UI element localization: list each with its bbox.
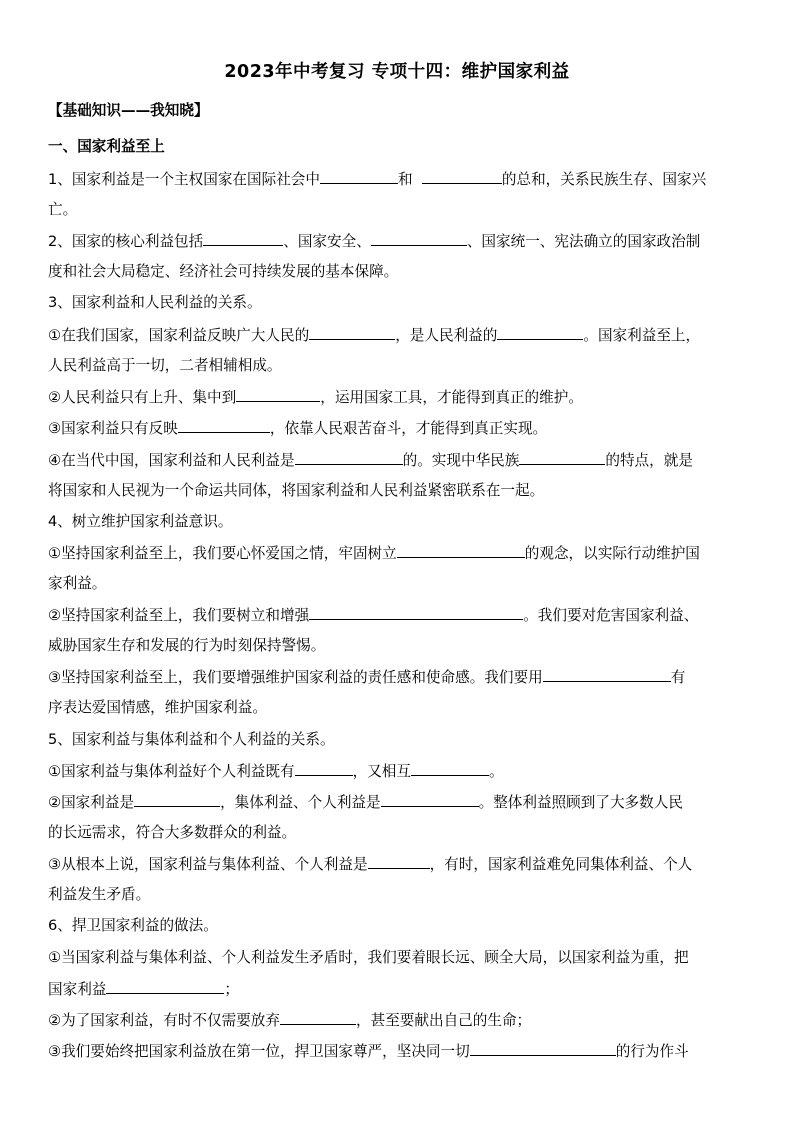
q4-stem: 4、树立维护国家利益意识。 [48, 513, 233, 530]
answer-blank [309, 324, 395, 340]
answer-blank [411, 760, 489, 776]
answer-blank [309, 604, 523, 620]
q4-item-2-line-1: ②坚持国家利益至上，我们要树立和增强 。我们要对危害国家利益、 [48, 604, 748, 627]
document-title: 2023年中考复习 专项十四：维护国家利益 [224, 62, 570, 82]
q6-item-1-line-2: 国家利益 ； [48, 978, 748, 1001]
answer-blank [543, 666, 671, 682]
answer-blank [371, 230, 467, 246]
q3-item-1-line-2: 人民利益高于一切，二者相辅相成。 [48, 357, 282, 374]
q2-line-1: 2、国家的核心利益包括 、国家安全、 、国家统一、宪法确立的国家政治制 [48, 230, 748, 253]
knowledge-heading: 【基础知识——我知晓】 [48, 102, 209, 119]
q1-line-1: 1、国家利益是一个主权国家在国际社会中 和 的总和，关系民族生存、国家兴 [48, 168, 748, 191]
answer-blank [519, 449, 605, 465]
answer-blank [368, 853, 430, 869]
q3-item-2: ②人民利益只有上升、集中到 ，运用国家工具，才能得到真正的维护。 [48, 386, 748, 409]
answer-blank [422, 168, 502, 184]
q4-item-3-line-2: 序表达爱国情感，维护国家利益。 [48, 699, 267, 716]
answer-blank [295, 760, 353, 776]
q5-item-2-line-1: ②国家利益是 ，集体利益、个人利益是 。整体利益照顾到了大多数人民 [48, 791, 748, 814]
answer-blank [203, 230, 283, 246]
q4-item-2-line-2: 威胁国家生存和发展的行为时刻保持警惕。 [48, 637, 326, 654]
q4-item-1-line-1: ①坚持国家利益至上，我们要心怀爱国之情，牢固树立 的观念，以实际行动维护国 [48, 542, 748, 565]
q6-item-1-line-1: ①当国家利益与集体利益、个人利益发生矛盾时，我们要着眼长远、顾全大局，以国家利益为重，把 [48, 949, 689, 966]
q5-item-3-line-2: 利益发生矛盾。 [48, 886, 151, 903]
q5-stem: 5、国家利益与集体利益和个人利益的关系。 [48, 731, 335, 748]
q3-item-3: ③国家利益只有反映 ，依靠人民艰苦奋斗，才能得到真正实现。 [48, 417, 748, 440]
answer-blank [295, 449, 403, 465]
q4-item-1-line-2: 家利益。 [48, 575, 107, 592]
q6-stem: 6、捍卫国家利益的做法。 [48, 917, 218, 934]
answer-blank [280, 1009, 356, 1025]
q5-item-2-line-2: 的长远需求，符合大多数群众的利益。 [48, 824, 297, 841]
q3-item-1-line-1: ①在我们国家，国家利益反映广大人民的 ，是人民利益的 。国家利益至上， [48, 324, 748, 347]
answer-blank [397, 542, 525, 558]
section-heading-1: 一、国家利益至上 [48, 138, 165, 155]
answer-blank [381, 791, 479, 807]
answer-blank [106, 978, 224, 994]
q6-item-3: ③我们要始终把国家利益放在第一位，捍卫国家尊严，坚决同一切 的行为作斗 [48, 1040, 748, 1063]
q4-item-3-line-1: ③坚持国家利益至上，我们要增强维护国家利益的责任感和使命感。我们要用 有 [48, 666, 748, 689]
answer-blank [178, 417, 270, 433]
answer-blank [134, 791, 220, 807]
q3-item-4-line-2: 将国家和人民视为一个命运共同体，将国家利益和人民利益紧密联系在一起。 [48, 482, 545, 499]
q2-line-2: 度和社会大局稳定、经济社会可持续发展的基本保障。 [48, 263, 399, 280]
q1-line-2: 亡。 [48, 201, 78, 218]
q6-item-2: ②为了国家利益，有时不仅需要放弃 ，甚至要献出自己的生命； [48, 1009, 748, 1032]
q5-item-3-line-1: ③从根本上说，国家利益与集体利益、个人利益是 ，有时，国家利益难免同集体利益、个人 [48, 853, 748, 876]
answer-blank [470, 1040, 616, 1056]
answer-blank [236, 386, 320, 402]
q3-stem: 3、国家利益和人民利益的关系。 [48, 294, 262, 311]
answer-blank [320, 168, 398, 184]
q5-item-1: ①国家利益与集体利益好个人利益既有 ，又相互 。 [48, 760, 748, 783]
q3-item-4-line-1: ④在当代中国，国家利益和人民利益是 的。实现中华民族 的特点，就是 [48, 449, 748, 472]
answer-blank [497, 324, 583, 340]
